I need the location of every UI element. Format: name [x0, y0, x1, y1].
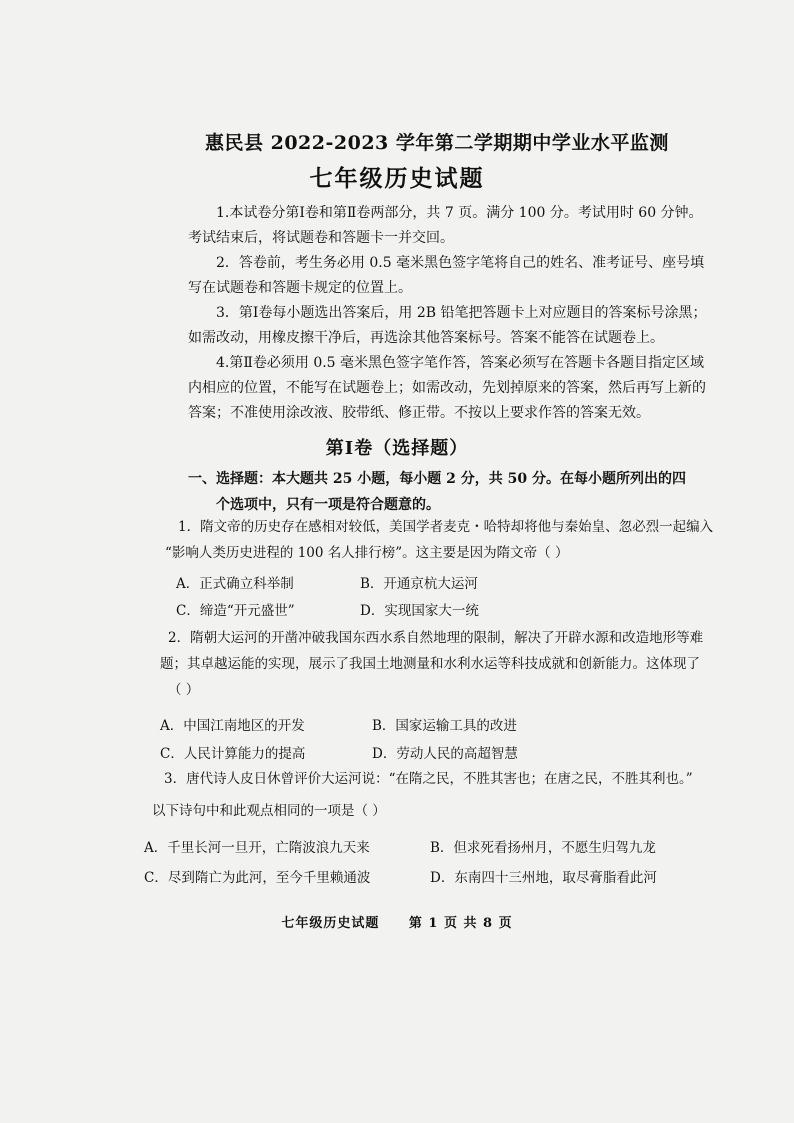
section-desc-line1: 一、选择题：本大题共 25 小题，每小题 2 分，共 50 分。在每小题所列出的四	[188, 471, 686, 487]
section-desc-line2: 个选项中，只有一项是符合题意的。	[216, 497, 440, 513]
q2-option-b: B．国家运输工具的改进	[372, 718, 517, 734]
instruction-2: 2．答卷前，考生务必用 0.5 毫米黑色签字笔将自己的姓名、准考证号、座号填写在试题卷和答题卡规定的位置上。	[188, 255, 705, 296]
q3-option-c: C．尽到隋亡为此河，至今千里赖通波	[144, 870, 371, 886]
instruction-4: 4.第Ⅱ卷必须用 0.5 毫米黑色签字笔作答，答案必须写在答题卡各题目指定区域内相应的位置，不能写在试题卷上；如需改动，先划掉原来的答案，然后再写上新的答案；不准使用涂改液、胶带纸、修正带。不按以上要求作答的答案无效。	[188, 355, 706, 421]
q2-option-c: C．人民计算能力的提高	[160, 746, 306, 762]
q1-option-c: C．缔造“开元盛世”	[176, 603, 295, 619]
q2-option-a: A．中国江南地区的开发	[160, 718, 305, 734]
exam-subtitle: 七年级历史试题	[309, 165, 485, 192]
q1-option-a: A．正式确立科举制	[176, 576, 294, 592]
question-2-line-2: 题；其卓越运能的实现，展示了我国土地测量和水利水运等科技成就和创新能力。这体现了	[160, 656, 700, 672]
q1-option-b: B．开通京杭大运河	[360, 576, 478, 592]
section-description	[188, 466, 708, 518]
q1-option-d: D．实现国家大一统	[360, 603, 479, 619]
question-2-line-1: 2．隋朝大运河的开凿冲破我国东西水系自然地理的限制，解决了开辟水源和改造地形等难	[168, 630, 704, 646]
question-3-line-2: 以下诗句中和此观点相同的一项是（ ）	[152, 803, 386, 819]
page-footer	[0, 912, 794, 931]
q3-option-d: D．东南四十三州地，取尽膏脂看此河	[430, 870, 657, 886]
question-1-line-1: 1．隋文帝的历史存在感相对较低，美国学者麦克・哈特却将他与秦始皇、忽必烈一起编入	[178, 519, 714, 535]
question-1-line-2: “影响人类历史进程的 100 名人排行榜”。这主要是因为隋文帝（ ）	[165, 545, 569, 561]
footer-exam-name: 七年级历史试题	[281, 916, 380, 931]
question-2-line-3: （ ）	[168, 682, 200, 698]
question-3-line-1: 3．唐代诗人皮日休曾评价大运河说：“在隋之民，不胜其害也；在唐之民，不胜其利也。”	[164, 771, 693, 787]
instruction-1: 1.本试卷分第Ⅰ卷和第Ⅱ卷两部分，共 7 页。满分 100 分。考试用时 60 分钟。考试结束后，将试题卷和答题卡一并交回。	[188, 205, 703, 246]
exam-title: 惠民县 2022-2023 学年第二学期期中学业水平监测	[205, 132, 669, 154]
instructions	[188, 201, 708, 426]
q2-option-d: D．劳动人民的高超智慧	[372, 746, 518, 762]
instruction-3: 3．第Ⅰ卷每小题选出答案后，用 2B 铅笔把答题卡上对应题目的答案标号涂黑；如需改动，用橡皮擦干净后，再选涂其他答案标号。答案不能答在试题卷上。	[188, 305, 707, 346]
footer-page-number: 第 1 页 共 8 页	[408, 916, 513, 931]
section-title: 第Ⅰ卷（选择题）	[325, 438, 469, 459]
q3-option-a: A．千里长河一旦开，亡隋波浪九天来	[144, 840, 370, 856]
q3-option-b: B．但求死看扬州月，不愿生归驾九龙	[430, 840, 656, 856]
